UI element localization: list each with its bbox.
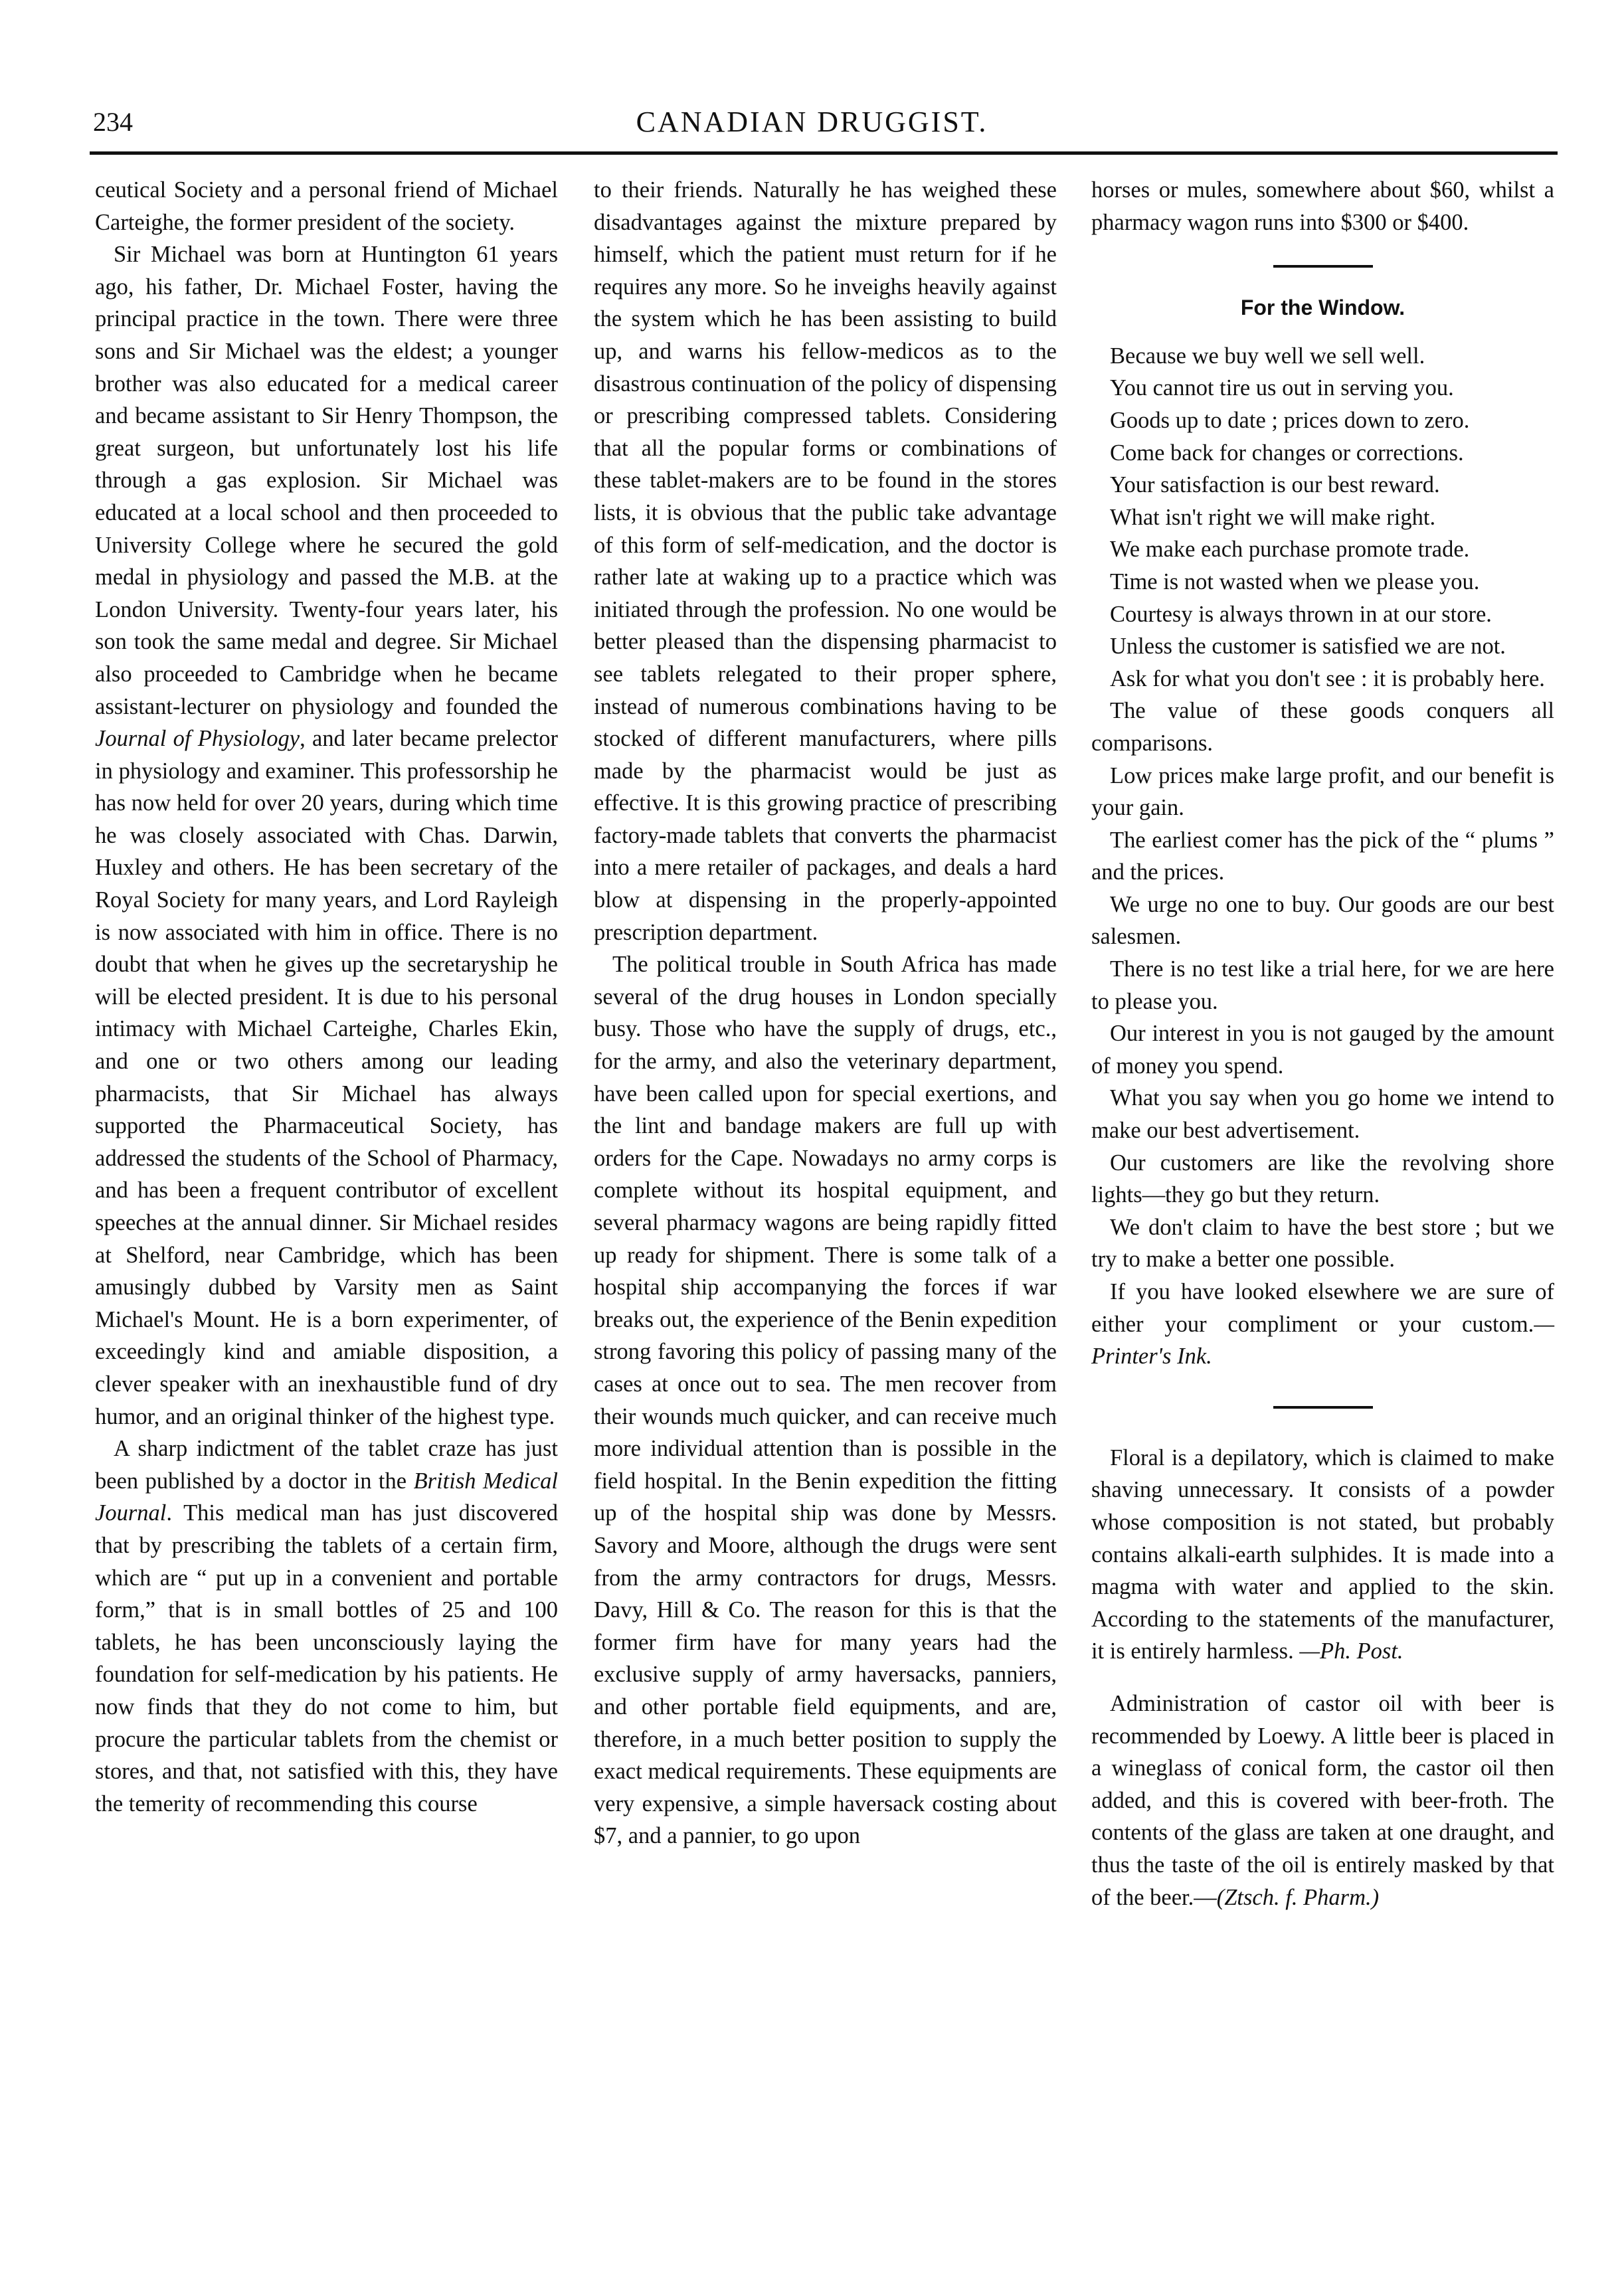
text-run: to their friends. Naturally he has weighed these disadvantages against the mixture prepared by himself, which the patient must return for if he requires any more. So he inveighs heavily against the system which he has been assisting to build up, and warns his fellow-medicos as to the disastrous continuation of the policy of dispensing or prescribing compressed tablets. Considering that all the popular forms or combinations of these tablet-makers are to be found in the stores lists, it is obvious that the public take advantage of this form of self-medication, and the doctor is rather late at waking up to a practice which was initiated through the profession. No one would be better pleased than the dispensing pharmacist to see tablets relegated to their proper sphere, instead of numerous combinations having to be stocked of different manufacturers, where pills made by the pharmacist would be just as effective. It is this growing practice of prescribing factory-made tablets that converts the pharmacist into a mere retailer of packages, and deals a hard blow at dispensing in the properly-appointed prescription department. xyxy=(594,177,1057,945)
window-slogan xyxy=(1091,437,1554,470)
italic-title: Journal of Physiology xyxy=(95,726,300,752)
slogan-text: Time is not wasted when we please you. xyxy=(1110,569,1480,594)
article-paragraph xyxy=(95,1433,558,1820)
window-slogan xyxy=(1091,566,1554,598)
slogan-text: Unless the customer is satisfied we are not. xyxy=(1110,634,1506,660)
header-rule xyxy=(90,151,1558,155)
slogan-text: Our interest in you is not gauged by the amount of money you spend. xyxy=(1091,1021,1554,1079)
slogan-text: Low prices make large profit, and our benefit is your gain. xyxy=(1091,762,1554,821)
text-run: . This medical man has just discovered that by prescribing the tablets of a certain firm, which are “ put up in a convenient and portable form,” that is in small bottles of 25 and 100 tablets, he has been unconsciously laying the foundation for self-medication by his patients. He now finds that they do not come to him, but procure the particular tablets from the chemist or stores, and that, not satisfied with this, they have the temerity of recommending this course xyxy=(95,1500,558,1816)
slogan-text: Come back for changes or corrections. xyxy=(1110,440,1464,466)
window-slogan xyxy=(1091,1082,1554,1146)
window-slogan xyxy=(1091,953,1554,1017)
running-title: CANADIAN DRUGGIST. xyxy=(636,106,988,138)
slogan-text: There is no test like a trial here, for we are here to please you. xyxy=(1091,956,1554,1014)
text-run: The political trouble in South Africa has made several of the drug houses in London specially busy. Those who have the supply of drugs, etc., for the army, and also the veterinary department, have been called upon for special exertions, and the lint and bandage makers are full up with orders for the Cape. Nowadays no army corps is complete without its hospital equipment, and several pharmacy wagons are being rapidly fitted up ready for shipment. There is some talk of a hospital ship accompanying the forces if war breaks out, the experience of the Benin expedition strong favoring this policy of passing many of the cases at once out to sea. The men recover from their wounds much quicker, and can receive much more individual attention than is possible in the field hospital. In the Benin expedition the fitting up of the hospital ship was done by Messrs. Savory and Moore, although the drugs were sent from the army contractors for drugs, Messrs. Davy, Hill & Co. The reason for this is that the former firm have for many years had the exclusive supply of army haversacks, panniers, and other portable field equipments, and are, therefore, in a much better position to supply the exact medical requirements. These equipments are very expensive, a simple haversack costing about $7, and a pannier, to go upon xyxy=(594,952,1057,1849)
slogan-text: You cannot tire us out in serving you. xyxy=(1110,375,1454,401)
column-2 xyxy=(594,174,1057,1852)
slogan-text: Our customers are like the revolving shore lights—they go but they return. xyxy=(1091,1150,1554,1208)
slogan-text: We urge no one to buy. Our goods are our best salesmen. xyxy=(1091,891,1554,950)
section-rule xyxy=(1273,1406,1373,1409)
slogan-text: Because we buy well we sell well. xyxy=(1110,343,1425,369)
window-slogan xyxy=(1091,695,1554,759)
window-slogans xyxy=(1091,340,1554,1373)
section-rule xyxy=(1273,265,1373,268)
window-slogan xyxy=(1091,1017,1554,1082)
slogan-text: We don't claim to have the best store ; but we try to make a better one possible. xyxy=(1091,1214,1554,1273)
column-3-intro: horses or mules, somewhere about $60, whilst a pharmacy wagon runs into $300 or $400. xyxy=(1091,177,1554,235)
window-slogan xyxy=(1091,824,1554,889)
window-slogan xyxy=(1091,663,1554,695)
window-slogan xyxy=(1091,533,1554,566)
slogan-text: What you say when you go home we intend to make our best advertisement. xyxy=(1091,1085,1554,1144)
castor-text: Administration of castor oil with beer is recommended by Loewy. A little beer is placed in a wineglass of conical form, the castor oil then added, and this is covered with beer-froth. The contents of the glass are taken at one draught, and thus the taste of the oil is entirely masked by that of the beer.— xyxy=(1091,1690,1554,1910)
slogan-text: Ask for what you don't see : it is probably here. xyxy=(1110,665,1545,691)
column-1 xyxy=(95,174,558,1820)
text-run: A sharp indictment of the tablet craze has just been published by a doctor in the xyxy=(95,1436,558,1494)
slogan-text: What isn't right we will make right. xyxy=(1110,504,1436,530)
window-slogan xyxy=(1091,760,1554,824)
castor-oil-paragraph xyxy=(1091,1688,1554,1913)
castor-source: (Ztsch. f. Pharm.) xyxy=(1216,1884,1380,1910)
window-slogan xyxy=(1091,372,1554,404)
floral-paragraph xyxy=(1091,1442,1554,1668)
window-slogan xyxy=(1091,501,1554,534)
floral-source: —Ph. Post. xyxy=(1299,1638,1403,1664)
window-source: —Printer's Ink. xyxy=(1091,1311,1554,1369)
slogan-text: The value of these goods conquers all comparisons. xyxy=(1091,698,1554,756)
window-slogan xyxy=(1091,404,1554,437)
window-slogan xyxy=(1091,598,1554,631)
article-paragraph xyxy=(95,238,558,1433)
slogan-text: Goods up to date ; prices down to zero. xyxy=(1110,407,1470,433)
slogan-text: Your satisfaction is our best reward. xyxy=(1110,472,1440,498)
slogan-text: The earliest comer has the pick of the “ plums ” and the prices. xyxy=(1091,827,1554,885)
window-slogan xyxy=(1091,630,1554,663)
window-slogan xyxy=(1091,889,1554,953)
article-paragraph xyxy=(95,174,558,238)
italic-title: British Medical Journal xyxy=(95,1468,559,1526)
text-run: ceutical Society and a personal friend of Michael Carteighe, the former president of the society. xyxy=(95,177,558,235)
window-slogan xyxy=(1091,469,1554,501)
window-slogan xyxy=(1091,1276,1554,1373)
slogan-text: Courtesy is always thrown in at our store. xyxy=(1110,601,1492,627)
window-slogan xyxy=(1091,1211,1554,1276)
window-heading: For the Window. xyxy=(1240,296,1405,320)
page-number: 234 xyxy=(93,107,133,137)
slogan-text: If you have looked elsewhere we are sure of either your compliment or your custom. xyxy=(1091,1279,1554,1337)
text-run: Sir Michael was born at Huntington 61 years ago, his father, Dr. Michael Foster, having the principal practice in the town. There were three sons and Sir Michael was the eldest; a younger brother was also educated for a medical career and became assistant to Sir Henry Thompson, the great surgeon, but unfortunately lost his life through a gas explosion. Sir Michael was educated at a local school and then proceeded to University College where he secured the gold medal in physiology and passed the M.B. at the London University. Twenty-four years later, his son took the same medal and degree. Sir Michael also proceeded to Cambridge when he became assistant-lecturer on physiology and founded the xyxy=(95,242,558,719)
window-slogan xyxy=(1091,1147,1554,1211)
slogan-text: We make each purchase promote trade. xyxy=(1110,537,1470,563)
window-slogan xyxy=(1091,340,1554,373)
article-paragraph xyxy=(594,948,1057,1852)
floral-text: Floral is a depilatory, which is claimed to make shaving unnecessary. It consists of a powder whose composition is not stated, but probably contains alkali-earth sulphides. It is made into a magma with water and applied to the skin. According to the statements of the manufacturer, it is entirely harmless. xyxy=(1091,1445,1554,1664)
article-paragraph xyxy=(594,174,1057,948)
text-run: , and later became prelector in physiology and examiner. This professorship he has now held for over 20 years, during which time he was closely associated with Chas. Darwin, Huxley and others. He has been secretary of the Royal Society for many years, and Lord Rayleigh is now associated with him in office. There is no doubt that when he gives up the secretaryship he will be elected president. It is due to his personal intimacy with Michael Carteighe, Charles Ekin, and one or two others among our leading pharmacists, that Sir Michael has always supported the Pharmaceutical Society, has addressed the students of the School of Pharmacy, and has been a frequent contributor of excellent speeches at the annual dinner. Sir Michael resides at Shelford, near Cambridge, which has been amusingly dubbed by Varsity men as Saint Michael's Mount. He is a born experimenter, of exceedingly kind and amiable disposition, a clever speaker with an inexhaustible fund of dry humor, and an original thinker of the highest type. xyxy=(95,726,558,1429)
column-3 xyxy=(1091,174,1554,1913)
